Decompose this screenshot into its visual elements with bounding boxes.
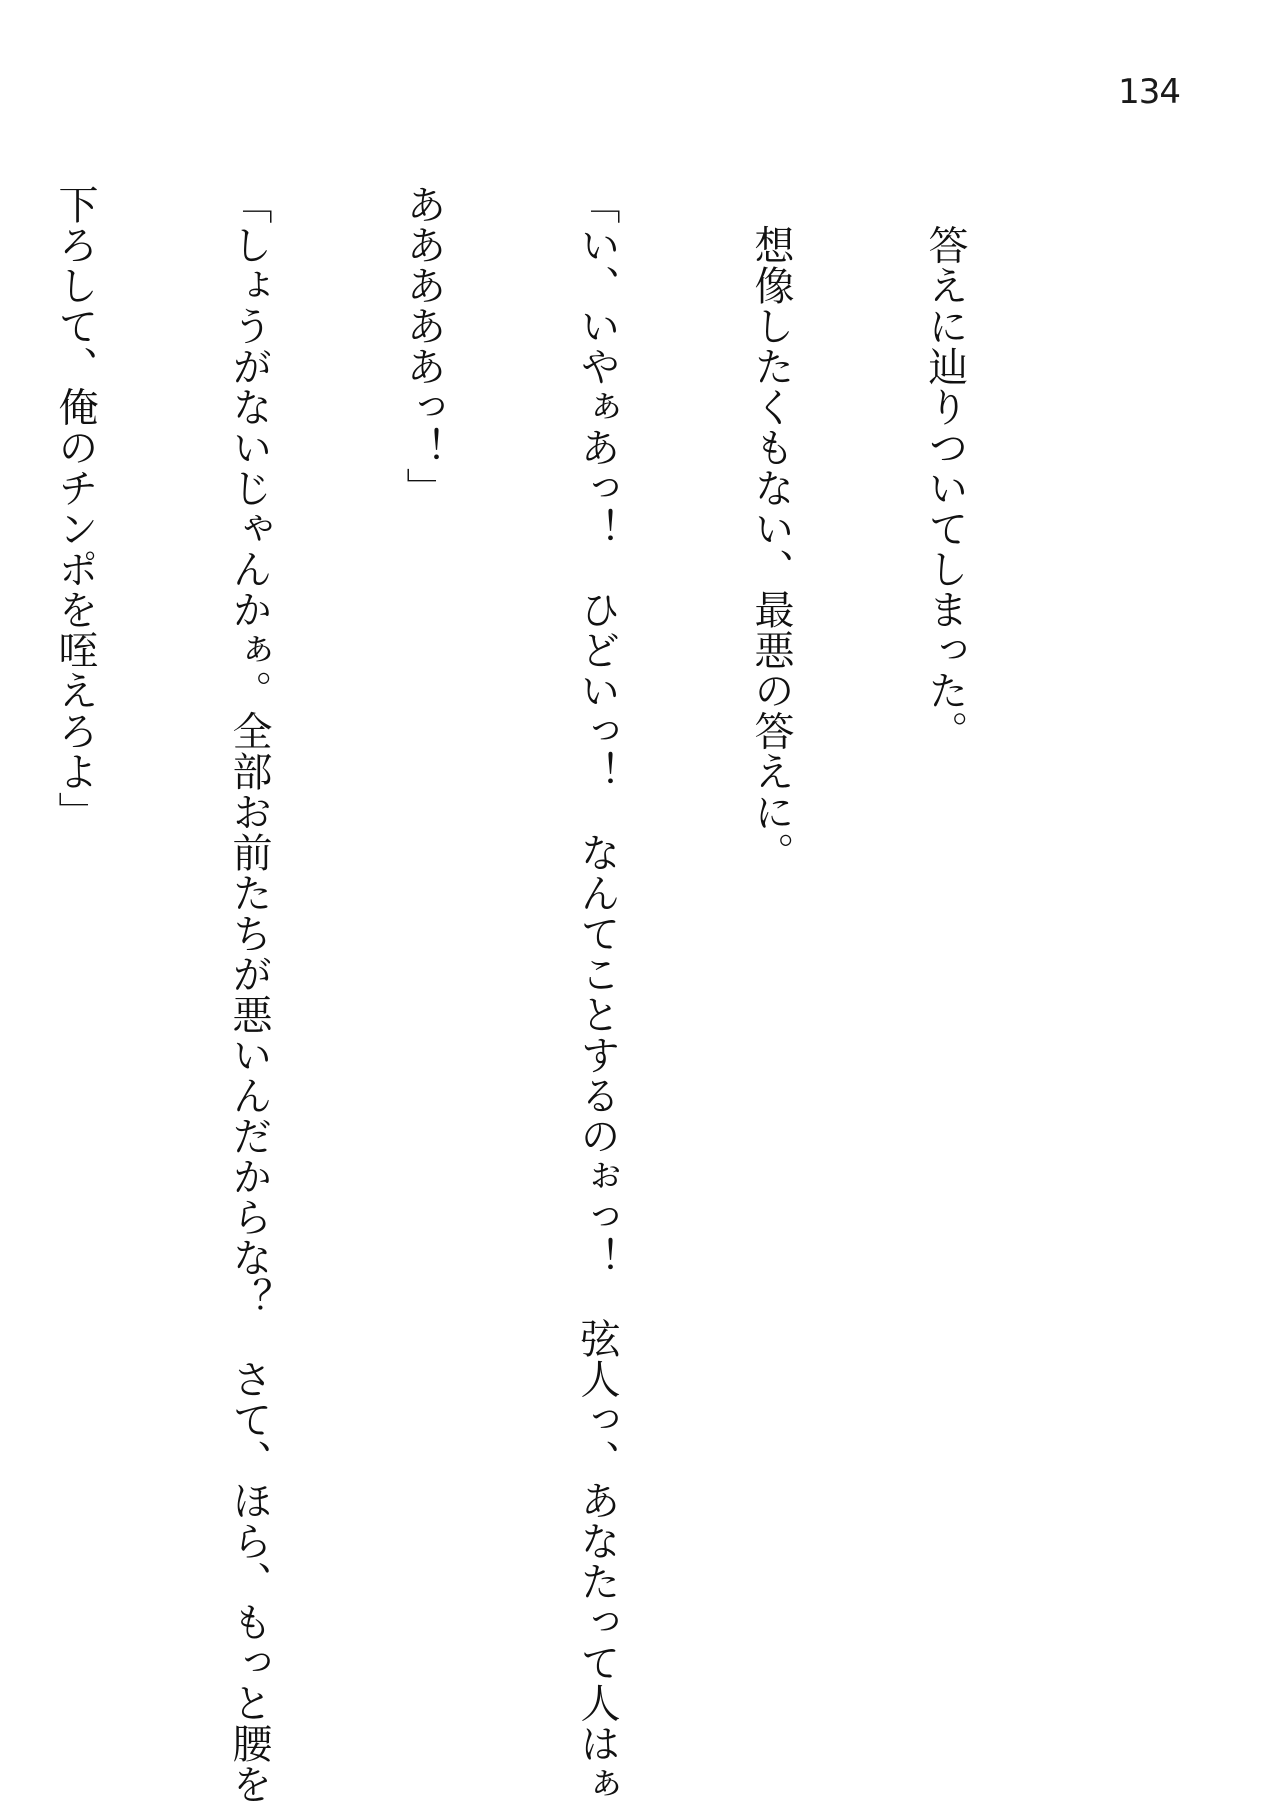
text-line: 下ろして、俺のチンポを咥えろよ」 <box>52 184 98 832</box>
text-line: 「しょうがないじゃんかぁ。全部お前たちが悪いんだからな？ さて、ほら、もっと腰を <box>226 184 272 1804</box>
page-number: 134 <box>1118 72 1180 112</box>
body-text <box>0 184 1090 1804</box>
text-line: 想像したくもない、最悪の答えに。 <box>748 184 794 873</box>
text-line: あああああっ！」 <box>400 184 446 508</box>
text-line: 「い、いやぁあっ！ ひどいっ！ なんてことするのぉっ！ 弦人っ、あなたって人はぁ <box>574 184 620 1804</box>
text-line: 答えに辿りついてしまった。 <box>922 184 968 751</box>
